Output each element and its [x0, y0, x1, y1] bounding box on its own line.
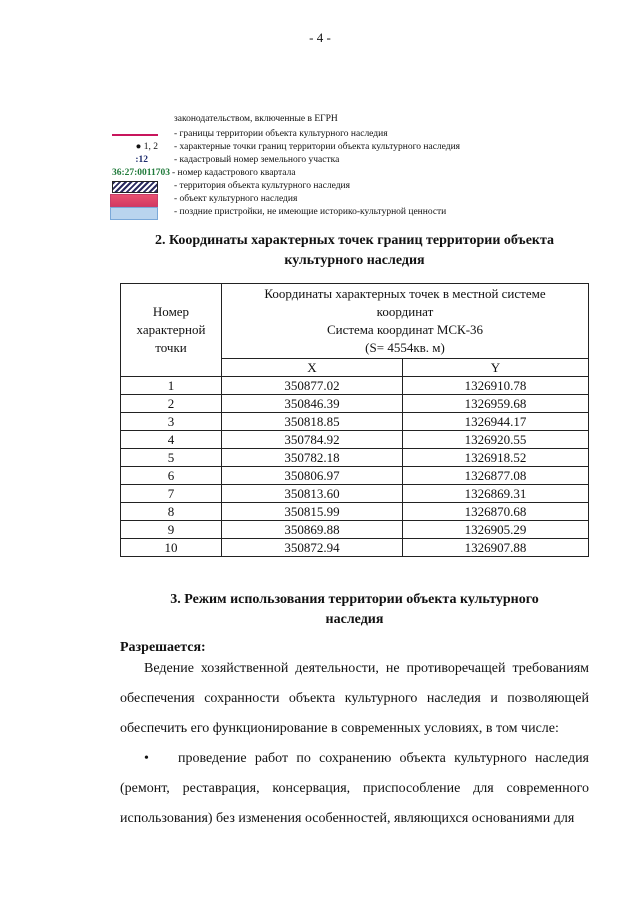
cell-x: 350784.92 — [222, 431, 403, 449]
boundary-line-icon — [112, 134, 158, 136]
legend-item-quarter: 36:27:0011703 - номер кадастрового квартала — [100, 167, 560, 180]
legend-item-boundary: - границы территории объекта культурного наследия — [100, 128, 560, 141]
parcel-number-sample: :12 — [135, 155, 148, 165]
table-row — [121, 413, 589, 431]
cell-y: 1326870.68 — [403, 503, 589, 521]
cell-n: 3 — [121, 413, 222, 431]
cell-y: 1326910.78 — [403, 377, 589, 395]
cell-n: 9 — [121, 521, 222, 539]
legend-item-points: ● 1, 2 - характерные точки границ территории объекта культурного наследия — [100, 141, 560, 154]
legend-item-parcel: :12 - кадастровый номер земельного участка — [100, 154, 560, 167]
table-header-row — [121, 284, 589, 359]
bullet-item-1: • проведение работ по сохранению объекта культурного наследия (ремонт, реставрация, консервация, приспособление для современного использования) без изменения особенностей, являющихся основаниями для — [120, 744, 589, 834]
table-row — [121, 539, 589, 557]
point-number-header: Номер характерной точки — [121, 284, 222, 377]
section3-heading: 3. Режим использования территории объекта культурного наследия — [170, 592, 539, 627]
cell-y: 1326905.29 — [403, 521, 589, 539]
cell-x: 350846.39 — [222, 395, 403, 413]
legend-item-annex: - поздние пристройки, не имеющие историко-культурной ценности — [100, 206, 560, 219]
legend-item-object: - объект культурного наследия — [100, 193, 560, 206]
cell-n: 6 — [121, 467, 222, 485]
cell-n: 10 — [121, 539, 222, 557]
cell-x: 350877.02 — [222, 377, 403, 395]
table-row — [121, 467, 589, 485]
cell-x: 350813.60 — [222, 485, 403, 503]
table-row — [121, 503, 589, 521]
y-header: Y — [403, 359, 589, 377]
cell-x: 350818.85 — [222, 413, 403, 431]
table-row — [121, 431, 589, 449]
cell-y: 1326869.31 — [403, 485, 589, 503]
cell-y: 1326959.68 — [403, 395, 589, 413]
table-row — [121, 377, 589, 395]
x-header: X — [222, 359, 403, 377]
cell-x: 350872.94 — [222, 539, 403, 557]
cell-x: 350806.97 — [222, 467, 403, 485]
table-row — [121, 449, 589, 467]
cell-x: 350869.88 — [222, 521, 403, 539]
paragraph-1: Ведение хозяйственной деятельности, не противоречащей требованиям обеспечения сохранности объекта культурного наследия и позволяющей обеспечить его функционирование в современных условиях, в том числе: — [120, 661, 589, 736]
table-row — [121, 521, 589, 539]
cell-y: 1326918.52 — [403, 449, 589, 467]
bullet-icon: • — [144, 751, 149, 766]
later-annex-icon — [110, 207, 158, 220]
cell-n: 2 — [121, 395, 222, 413]
cell-y: 1326944.17 — [403, 413, 589, 431]
point-marker-icon: ● 1, 2 — [135, 142, 158, 152]
coordinates-table — [120, 283, 589, 557]
quarter-number-sample: 36:27:0011703 — [111, 168, 170, 178]
allowed-label: Разрешается: — [120, 640, 206, 655]
cell-n: 4 — [121, 431, 222, 449]
cell-y: 1326877.08 — [403, 467, 589, 485]
page-number: - 4 - — [309, 30, 331, 45]
cell-n: 5 — [121, 449, 222, 467]
table-row — [121, 395, 589, 413]
cell-y: 1326920.55 — [403, 431, 589, 449]
table-row — [121, 485, 589, 503]
coordinates-header: Координаты характерных точек в местной системе координат Система координат МСК-36 (S= 4554кв. м) — [222, 284, 589, 359]
section2-heading: 2. Координаты характерных точек границ территории объекта культурного наследия — [154, 233, 555, 268]
cell-n: 8 — [121, 503, 222, 521]
cell-n: 7 — [121, 485, 222, 503]
cell-x: 350782.18 — [222, 449, 403, 467]
hatched-territory-icon — [112, 181, 158, 193]
legend-item-territory: - территория объекта культурного наследия — [100, 180, 560, 193]
legend-continuation: законодательством, включенные в ЕГРН — [174, 114, 338, 124]
cell-x: 350815.99 — [222, 503, 403, 521]
cell-n: 1 — [121, 377, 222, 395]
cell-y: 1326907.88 — [403, 539, 589, 557]
